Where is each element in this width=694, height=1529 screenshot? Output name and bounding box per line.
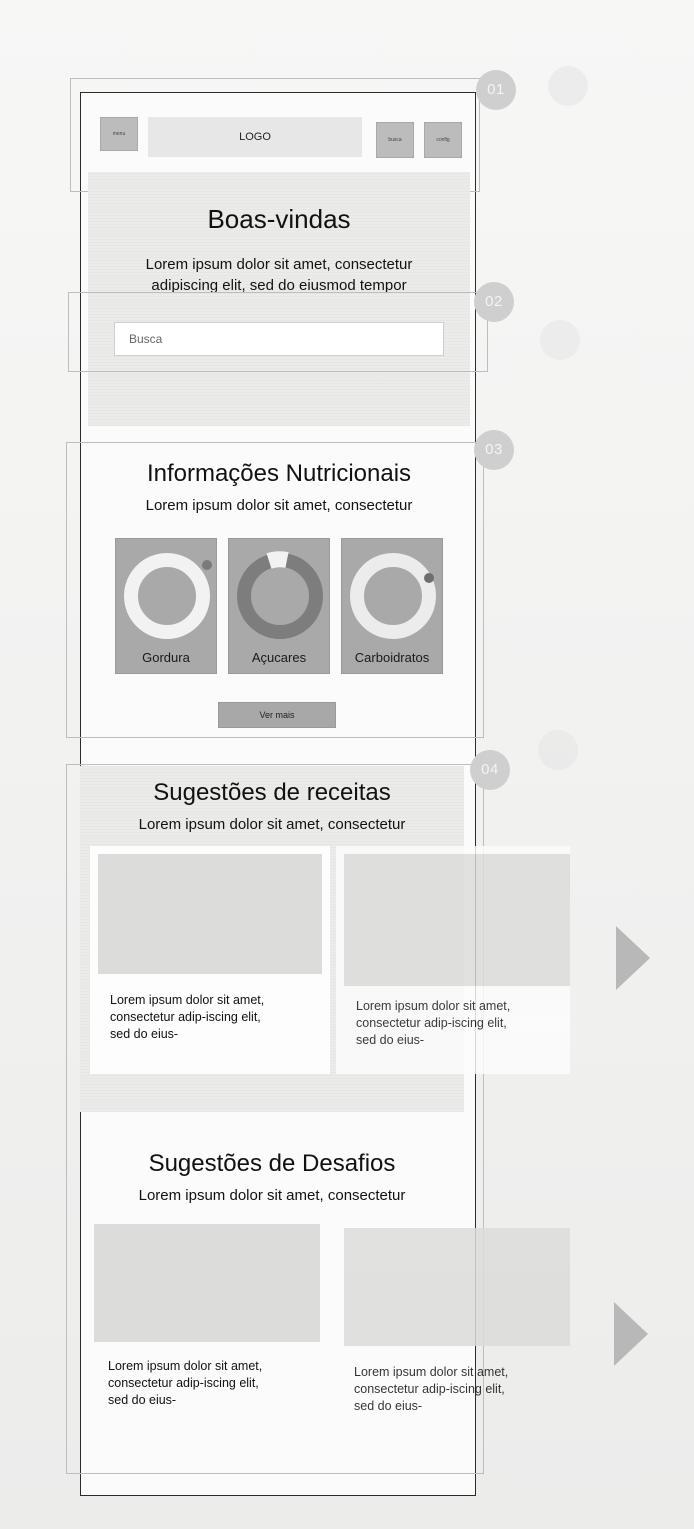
search-input[interactable] — [114, 322, 444, 356]
challenges-title: Sugestões de Desafios — [148, 1150, 396, 1177]
search-placeholder: Busca — [129, 332, 163, 346]
recipe-card[interactable] — [90, 846, 330, 1074]
section-marker-01: 01 — [476, 70, 516, 110]
challenge-image-placeholder — [344, 1228, 570, 1346]
ring-chart-icon — [235, 551, 325, 641]
nutrition-card-gordura[interactable] — [115, 538, 217, 674]
ghost-marker — [540, 320, 580, 360]
nutrition-card-acucares[interactable] — [228, 538, 330, 674]
recipe-card-text: Lorem ipsum dolor sit amet, consectetur adip-iscing elit, sed do eius- — [356, 999, 511, 1047]
config-button[interactable] — [424, 122, 462, 158]
logo-text: LOGO — [239, 131, 271, 143]
menu-button[interactable] — [100, 117, 138, 151]
next-arrow-icon[interactable] — [614, 1302, 648, 1366]
challenge-card[interactable] — [86, 1216, 326, 1446]
recipe-card-text: Lorem ipsum dolor sit amet, consectetur adip-iscing elit, sed do eius- — [110, 993, 265, 1041]
ring-chart-icon — [122, 551, 212, 641]
nutrition-card-label: Açucares — [251, 650, 307, 665]
challenges-subtitle: Lorem ipsum dolor sit amet, consectetur — [138, 1187, 406, 1204]
ver-mais-label: Ver mais — [259, 710, 295, 720]
ring-chart-icon — [348, 551, 438, 641]
challenge-image-placeholder — [94, 1224, 320, 1342]
next-arrow-icon[interactable] — [616, 926, 650, 990]
section-marker-03: 03 — [474, 430, 514, 470]
recipe-image-placeholder — [98, 854, 322, 974]
nutrition-card-label: Carboidratos — [354, 650, 430, 665]
section-marker-02: 02 — [474, 282, 514, 322]
recipes-title: Sugestões de receitas — [153, 779, 391, 806]
section-marker-04: 04 — [470, 750, 510, 790]
ver-mais-button[interactable] — [218, 702, 336, 728]
search-button[interactable] — [376, 122, 414, 158]
ghost-marker — [548, 66, 588, 106]
recipes-subtitle: Lorem ipsum dolor sit amet, consectetur — [138, 816, 406, 833]
ghost-marker — [538, 730, 578, 770]
nutrition-card-carboidratos[interactable] — [341, 538, 443, 674]
search-button-label: busca — [388, 137, 402, 143]
challenge-card[interactable] — [336, 1216, 570, 1446]
challenge-card-text: Lorem ipsum dolor sit amet, consectetur adip-iscing elit, sed do eius- — [108, 1359, 263, 1407]
config-button-label: config — [436, 137, 450, 143]
challenge-card-text: Lorem ipsum dolor sit amet, consectetur adip-iscing elit, sed do eius- — [354, 1365, 509, 1413]
nutrition-title: Informações Nutricionais — [146, 460, 412, 487]
logo — [148, 117, 362, 157]
welcome-text: Lorem ipsum dolor sit amet, consectetur adipiscing elit, sed do eiusmod tempor — [145, 256, 413, 294]
welcome-title: Boas-vindas — [207, 204, 351, 234]
nutrition-card-label: Gordura — [142, 650, 190, 665]
recipe-card[interactable] — [336, 846, 570, 1074]
nutrition-subtitle: Lorem ipsum dolor sit amet, consectetur — [145, 497, 413, 514]
menu-button-label: menu — [112, 131, 126, 137]
recipe-image-placeholder — [344, 854, 570, 986]
